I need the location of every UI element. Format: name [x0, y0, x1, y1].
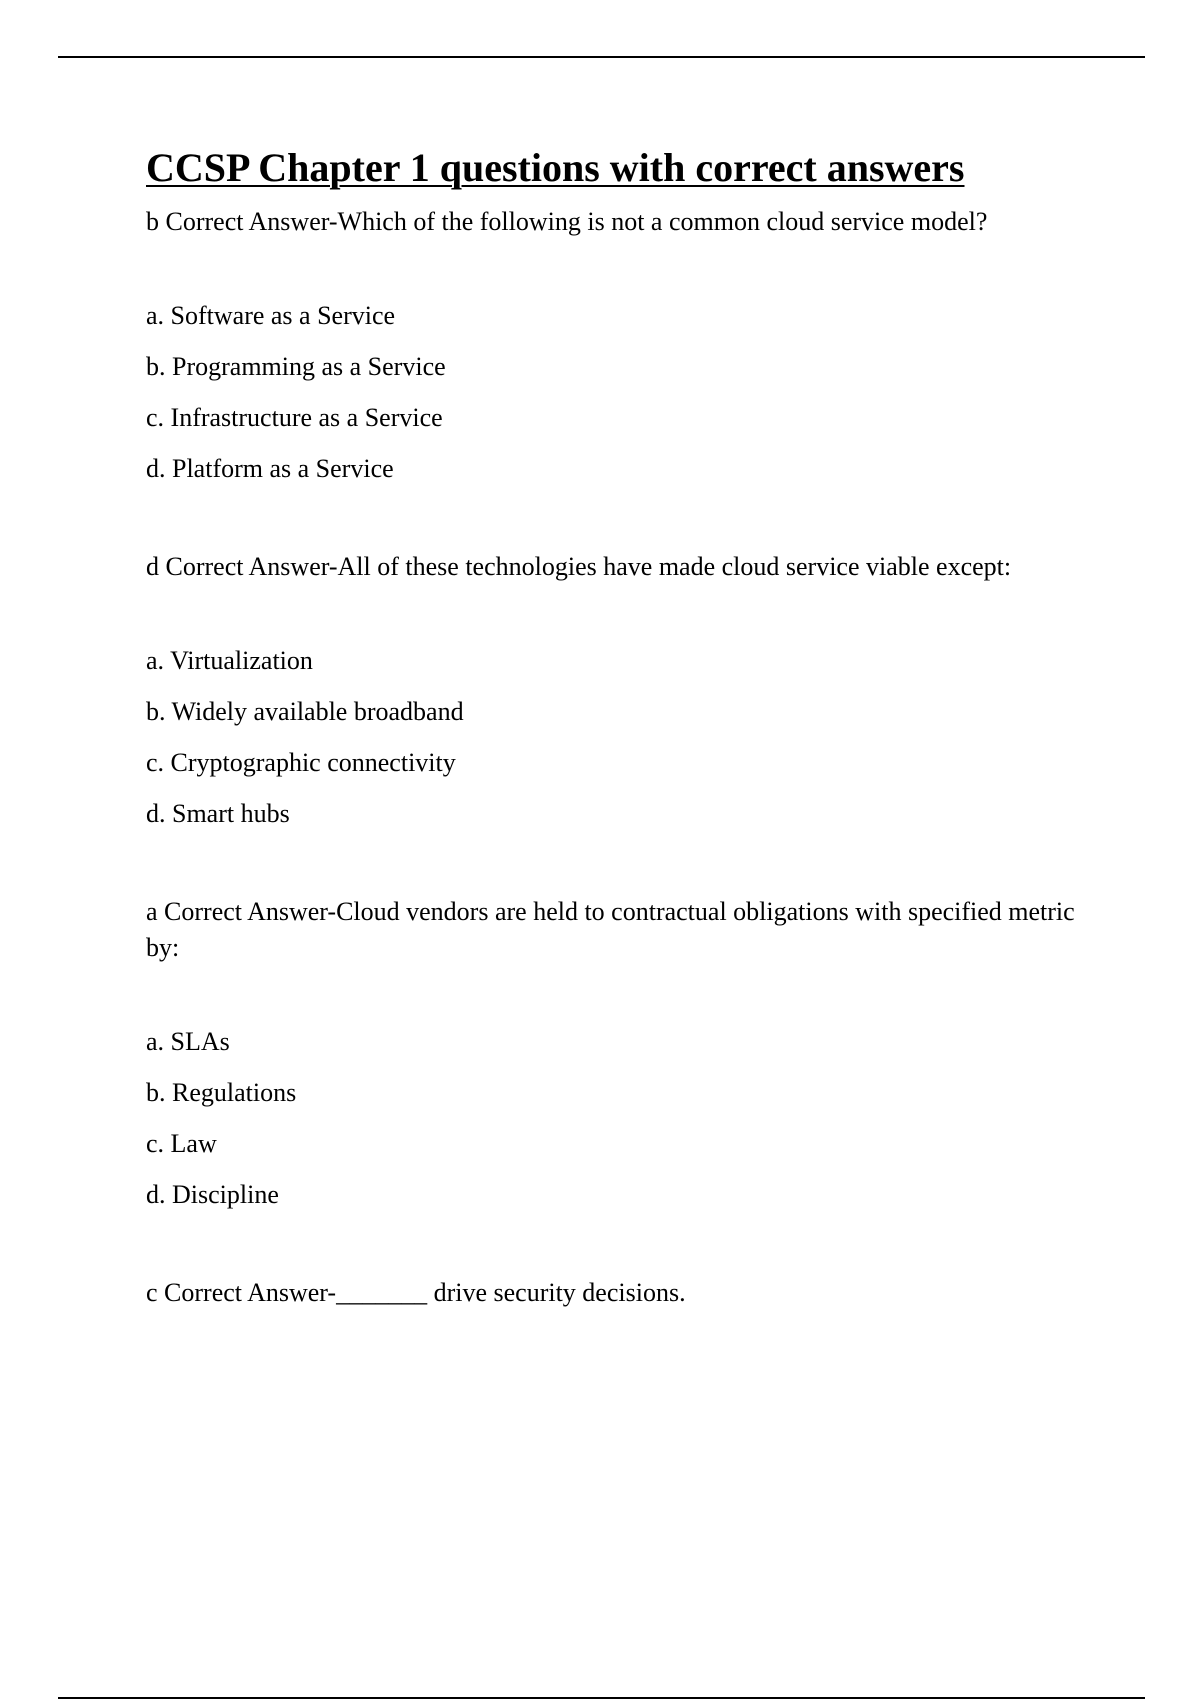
answer-option: b. Widely available broadband — [146, 697, 464, 726]
question-text: d Correct Answer-All of these technologies have made cloud service viable except: — [146, 552, 1012, 581]
answer-options — [146, 1024, 1106, 1213]
question-3 — [146, 894, 1106, 1213]
answer-option: c. Law — [146, 1129, 217, 1158]
answer-option: d. Discipline — [146, 1180, 279, 1209]
answer-option: a. SLAs — [146, 1027, 230, 1056]
question-4 — [146, 1275, 1106, 1311]
answer-option: b. Programming as a Service — [146, 352, 446, 381]
question-text: a Correct Answer-Cloud vendors are held to contractual obligations with specified metric by: — [146, 897, 1075, 962]
header-rule — [58, 56, 1145, 58]
footer-rule — [58, 1697, 1145, 1699]
question-text: c Correct Answer-_______ drive security decisions. — [146, 1278, 686, 1307]
answer-options — [146, 298, 1106, 487]
page-title: CCSP Chapter 1 questions with correct answers — [146, 145, 965, 190]
document-body — [146, 142, 1106, 1311]
answer-option: c. Infrastructure as a Service — [146, 403, 443, 432]
answer-option: a. Virtualization — [146, 646, 313, 675]
question-2 — [146, 549, 1106, 832]
answer-option: d. Platform as a Service — [146, 454, 394, 483]
question-1 — [146, 204, 1106, 487]
answer-option: a. Software as a Service — [146, 301, 396, 330]
answer-option: c. Cryptographic connectivity — [146, 748, 456, 777]
answer-options — [146, 643, 1106, 832]
answer-option: d. Smart hubs — [146, 799, 290, 828]
question-text: b Correct Answer-Which of the following is not a common cloud service model? — [146, 207, 988, 236]
answer-option: b. Regulations — [146, 1078, 297, 1107]
